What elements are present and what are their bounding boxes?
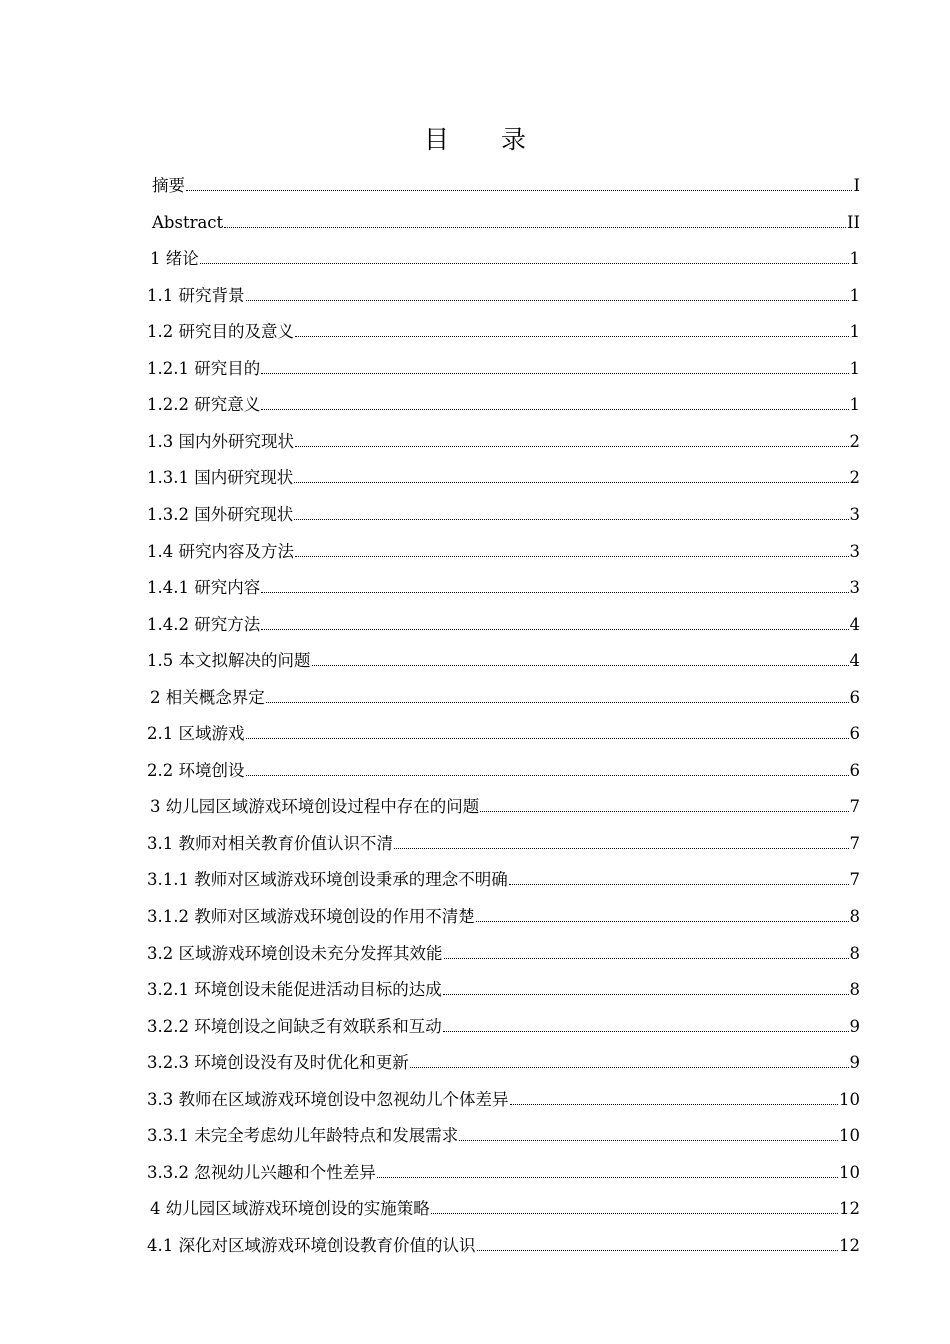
toc-dot-leader [186, 190, 852, 191]
toc-entry [0, 599, 950, 635]
toc-page-number: 8 [849, 907, 860, 926]
toc-page-number: 6 [849, 724, 860, 744]
toc-dot-leader [459, 1140, 838, 1141]
toc-page-number: 4 [849, 614, 860, 634]
toc-page-number: 3 [849, 541, 860, 561]
toc-entry [0, 489, 950, 525]
toc-page-number: 3 [849, 504, 860, 524]
toc-page-number: 9 [849, 1016, 860, 1036]
toc-entry [0, 964, 950, 1000]
toc-entry [0, 818, 950, 854]
toc-entry [0, 270, 950, 306]
toc-page-number: 7 [849, 870, 860, 890]
toc-entry-label: 2.1 区域游戏 [147, 724, 245, 744]
toc-page-number: 1 [849, 322, 860, 342]
toc-entry [0, 708, 950, 744]
toc-dot-leader [377, 1177, 838, 1178]
toc-dot-leader [266, 702, 849, 703]
toc-entry-label: 3.3 教师在区域游戏环境创设中忽视幼儿个体差异 [147, 1089, 509, 1109]
toc-entry-label: 4 幼儿园区域游戏环境创设的实施策略 [150, 1199, 430, 1219]
toc-entry [0, 854, 950, 890]
toc-entry [0, 416, 950, 452]
toc-entry [0, 672, 950, 708]
toc-dot-leader [295, 556, 849, 557]
toc-dot-leader [394, 848, 849, 849]
toc-page-number: 12 [839, 1235, 860, 1255]
toc-page-number: 1 [849, 285, 860, 305]
toc-page-number: 8 [849, 980, 860, 1000]
toc-page-number: 10 [839, 1126, 860, 1146]
toc-entry [0, 1001, 950, 1037]
toc-dot-leader [477, 1250, 839, 1251]
toc-entry [0, 343, 950, 379]
toc-entry [0, 1074, 950, 1110]
toc-dot-leader [224, 227, 846, 228]
toc-entry-label: 3.1.2 教师对区域游戏环境创设的作用不清楚 [147, 907, 475, 926]
toc-page-number: 3 [849, 578, 860, 598]
toc-entry-label: Abstract [152, 212, 224, 232]
toc-entry-label: 1.4.2 研究方法 [147, 614, 261, 634]
toc-dot-leader [443, 1031, 849, 1032]
toc-entry-label: 1.3.2 国外研究现状 [147, 504, 294, 524]
toc-entry-label: 3.2.2 环境创设之间缺乏有效联系和互动 [147, 1016, 442, 1036]
toc-entry-label: 3.3.1 未完全考虑幼儿年龄特点和发展需求 [147, 1126, 459, 1146]
toc-dot-leader [476, 921, 849, 922]
toc-dot-leader [261, 592, 848, 593]
toc-entry [0, 1183, 950, 1219]
toc-dot-leader [295, 336, 849, 337]
toc-dot-leader [261, 629, 848, 630]
toc-entry [0, 306, 950, 342]
toc-dot-leader [410, 1067, 849, 1068]
toc-entry [0, 562, 950, 598]
toc-dot-leader [443, 994, 849, 995]
toc-entry-label: 1.2 研究目的及意义 [147, 322, 294, 342]
toc-entry-label: 3 幼儿园区域游戏环境创设过程中存在的问题 [150, 797, 480, 817]
toc-entry-label: 3.2.3 环境创设没有及时优化和更新 [147, 1053, 409, 1073]
toc-entry [0, 745, 950, 781]
toc-page-number: 6 [849, 760, 860, 780]
toc-dot-leader [480, 811, 848, 812]
toc-entry-label: 4.1 深化对区域游戏环境创设教育价值的认识 [147, 1235, 476, 1255]
toc-dot-leader [431, 1213, 838, 1214]
toc-entry [0, 160, 950, 196]
toc-dot-leader [261, 373, 848, 374]
toc-dot-leader [246, 775, 849, 776]
toc-entry [0, 1110, 950, 1146]
toc-entry-label: 3.2.1 环境创设未能促进活动目标的达成 [147, 980, 442, 1000]
toc-entry-label: 2 相关概念界定 [150, 687, 265, 707]
toc-entry-label: 摘要 [152, 176, 185, 195]
toc-page-number: 9 [849, 1053, 860, 1073]
toc-entry-label: 3.1.1 教师对区域游戏环境创设秉承的理念不明确 [147, 870, 508, 890]
toc-entry [0, 233, 950, 269]
toc-page-number: I [853, 176, 860, 195]
toc-entry [0, 379, 950, 415]
toc-dot-leader [444, 958, 849, 959]
toc-entry [0, 1037, 950, 1073]
toc-dot-leader [294, 482, 848, 483]
toc-entry-label: 1.3.1 国内研究现状 [147, 468, 294, 488]
toc-page-number: 2 [849, 468, 860, 488]
toc-entry-label: 1.4.1 研究内容 [147, 578, 261, 598]
toc-page-number: 10 [839, 1089, 860, 1109]
toc-page-number: 12 [839, 1199, 860, 1219]
toc-dot-leader [200, 263, 849, 264]
toc-page-number: 7 [849, 833, 860, 853]
toc-entry [0, 781, 950, 817]
toc-entry-label: 1.3 国内外研究现状 [147, 431, 294, 451]
toc-entry-label: 1.4 研究内容及方法 [147, 541, 294, 561]
toc-dot-leader [246, 300, 849, 301]
toc-page-number: 4 [849, 651, 860, 671]
toc-entry [0, 928, 950, 964]
toc-entry-label: 3.3.2 忽视幼儿兴趣和个性差异 [147, 1162, 376, 1182]
toc-page-number: 8 [849, 943, 860, 963]
toc-dot-leader [261, 409, 848, 410]
toc-page-number: 1 [849, 395, 860, 415]
toc-entry-label: 1.2.1 研究目的 [147, 358, 261, 378]
toc-dot-leader [295, 446, 849, 447]
toc-page-number: 1 [849, 358, 860, 378]
toc-dot-leader [246, 738, 849, 739]
toc-dot-leader [510, 1104, 839, 1105]
toc-title: 目 录 [424, 125, 548, 154]
toc-page-number: 7 [849, 797, 860, 817]
toc-page-number: II [846, 212, 860, 232]
toc-entry-label: 1.5 本文拟解决的问题 [147, 651, 311, 671]
toc-entry [0, 635, 950, 671]
toc-entry [0, 452, 950, 488]
toc-entry [0, 891, 950, 927]
toc-dot-leader [509, 884, 849, 885]
toc-entry-label: 2.2 环境创设 [147, 760, 245, 780]
toc-page-number: 2 [849, 431, 860, 451]
toc-entry-label: 3.2 区域游戏环境创设未充分发挥其效能 [147, 943, 443, 963]
toc-entry [0, 197, 950, 233]
toc-dot-leader [312, 665, 849, 666]
toc-entry [0, 526, 950, 562]
toc-entry-label: 1.2.2 研究意义 [147, 395, 261, 415]
toc-page-number: 10 [839, 1162, 860, 1182]
toc-entry [0, 1220, 950, 1256]
toc-entry-label: 1.1 研究背景 [147, 285, 245, 305]
toc-entry [0, 1147, 950, 1183]
toc-dot-leader [294, 519, 848, 520]
toc-entry-label: 1 绪论 [150, 249, 199, 269]
toc-entry-label: 3.1 教师对相关教育价值认识不清 [147, 833, 393, 853]
toc-page-number: 1 [849, 249, 860, 269]
toc-page-number: 6 [849, 687, 860, 707]
